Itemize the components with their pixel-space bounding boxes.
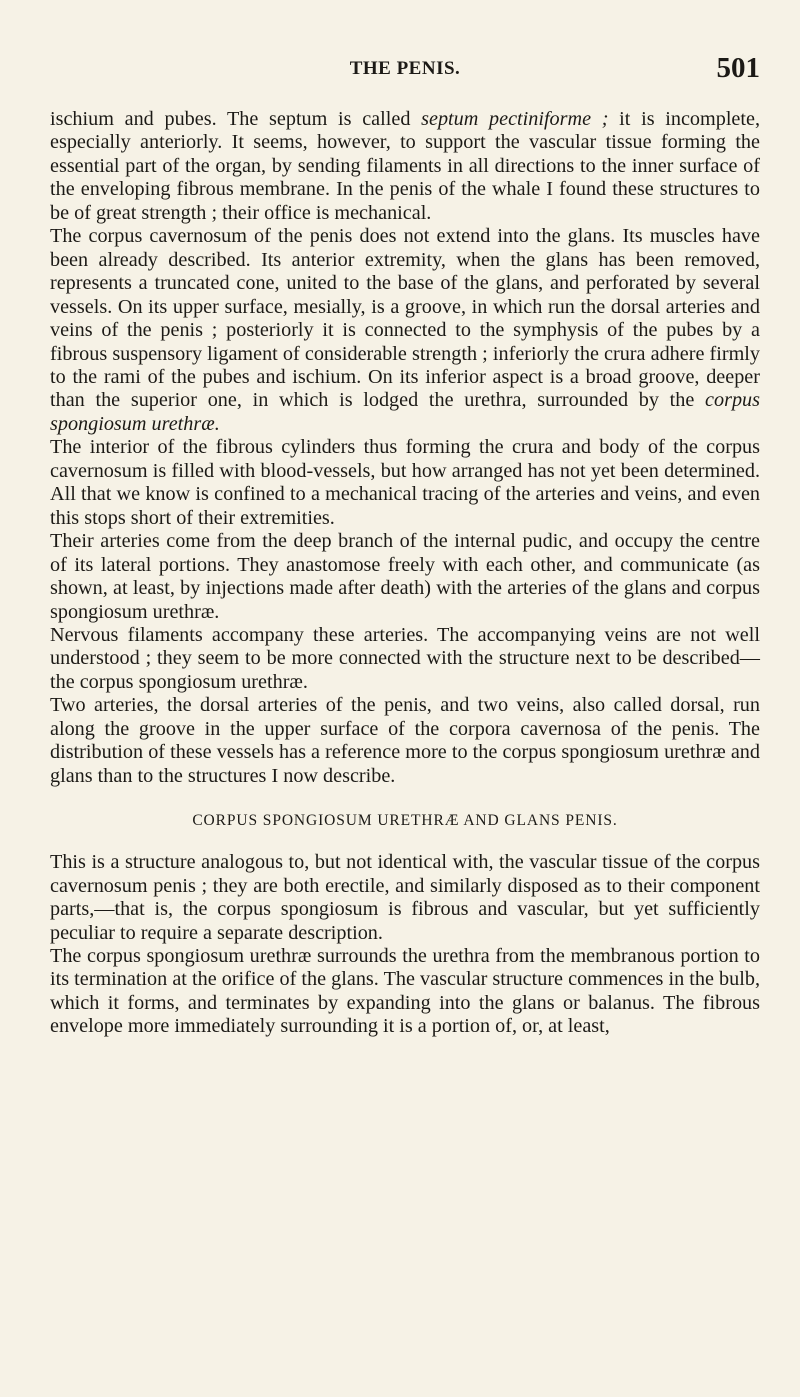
paragraph: The interior of the fibrous cylinders thus forming the crura and body of the corpus cavernosum is filled with blood-vessels, but how arranged has not yet been determined. All that we know is confined to a mechanical tracing of the arteries and veins, and even this stops short of their extremities. xyxy=(50,436,760,529)
latin-term: septum pectiniforme ; xyxy=(421,108,609,130)
running-head: THE PENIS. xyxy=(349,58,461,79)
book-page xyxy=(50,52,760,1039)
latin-term: corpus spongiosum urethræ. xyxy=(50,389,760,435)
paragraph: Two arteries, the dorsal arteries of the penis, and two veins, also called dorsal, run along the groove in the upper surface of the corpora cavernosa of the penis. The distribution of these vessels has a reference more to the corpus spongiosum urethræ and glans than to the structures I now describe. xyxy=(50,694,760,787)
paragraph: The corpus cavernosum of the penis does not extend into the glans. Its muscles have been already described. Its anterior extremity, when the glans has been removed, represents a truncated cone, united to the base of the glans, and perforated by several vessels. On its upper surface, mesially, is a groove, in which run the dorsal arteries and veins of the penis ; posteriorly it is connected to the symphysis of the pubes by a fibrous suspensory ligament of considerable strength ; inferiorly the crura adhere firmly to the rami of the pubes and ischium. On its inferior aspect is a broad groove, deeper than the superior one, in which is lodged the urethra, surrounded by the corpus spongiosum urethræ. xyxy=(50,225,760,435)
paragraph: This is a structure analogous to, but not identical with, the vascular tissue of the corpus cavernosum penis ; they are both erectile, and similarly disposed as to their component parts,—that is, the corpus spongiosum is fibrous and vascular, but yet sufficiently peculiar to require a separate description. xyxy=(50,851,760,944)
section-heading: CORPUS SPONGIOSUM URETHRÆ AND GLANS PENIS. xyxy=(192,812,618,830)
paragraph: Nervous filaments accompany these arteries. The accompanying veins are not well understood ; they seem to be more connected with the structure next to be described—the corpus spongiosum urethræ. xyxy=(50,623,760,693)
page-header xyxy=(50,52,760,88)
paragraph: ischium and pubes. The septum is called septum pectiniforme ; it is incomplete, especially anteriorly. It seems, however, to support the vascular tissue forming the essential part of the organ, by sending filaments in all directions to the inner surface of the enveloping fibrous membrane. In the penis of the whale I found these structures to be of great strength ; their office is mechanical. xyxy=(50,108,761,224)
body-text xyxy=(50,108,760,1039)
paragraph: Their arteries come from the deep branch of the internal pudic, and occupy the centre of its lateral portions. They anastomose freely with each other, and communicate (as shown, at least, by injections made after death) with the arteries of the glans and corpus spongiosum urethræ. xyxy=(50,530,760,623)
page-number: 501 xyxy=(716,52,760,84)
paragraph: The corpus spongiosum urethræ surrounds the urethra from the membranous portion to its termination at the orifice of the glans. The vascular structure commences in the bulb, which it forms, and terminates by expanding into the glans or balanus. The fibrous envelope more immediately surrounding it is a portion of, or, at least, xyxy=(50,944,760,1038)
